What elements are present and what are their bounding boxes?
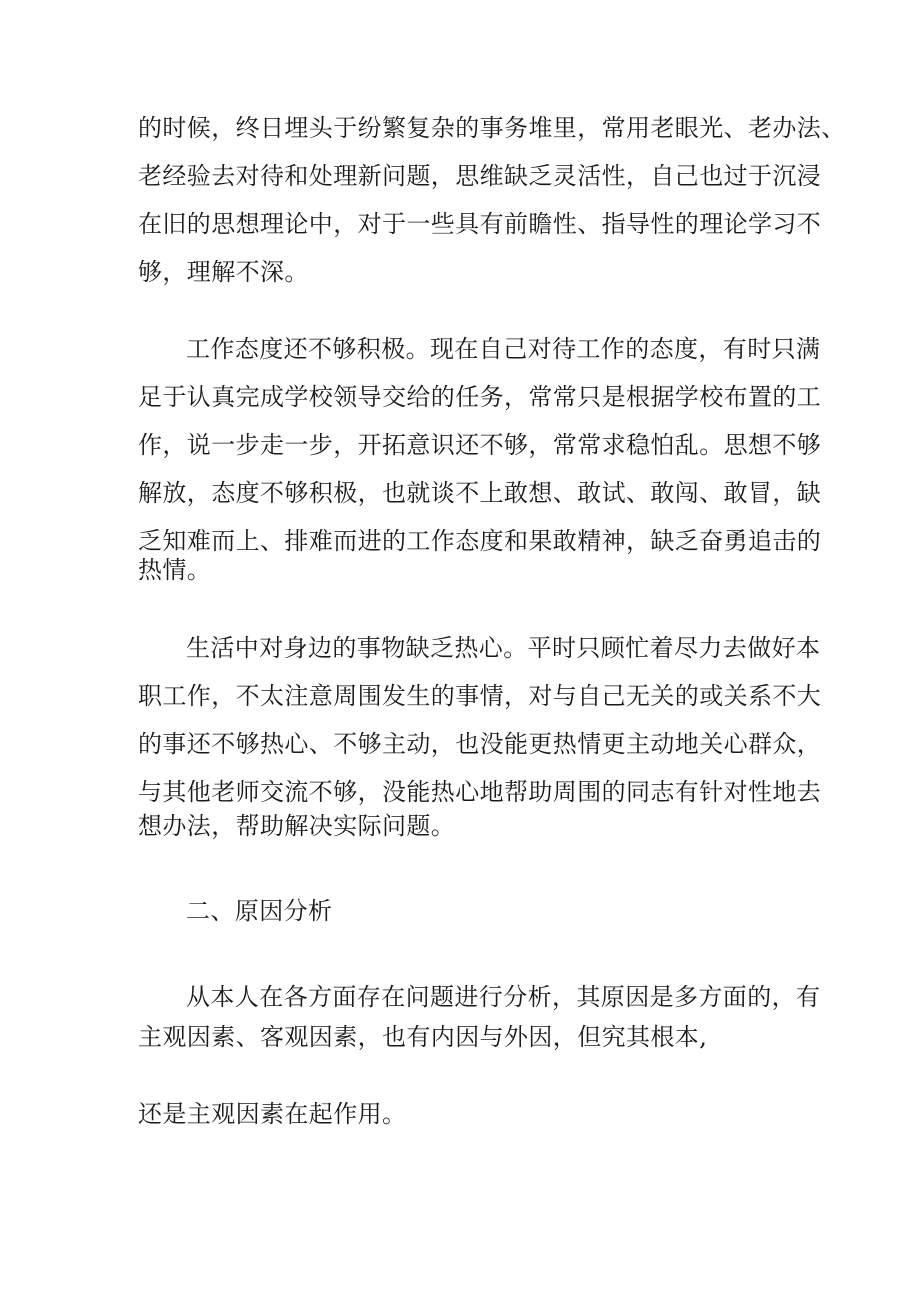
paragraph-line: 热情。 [138,556,212,584]
paragraph-line: 解放，态度不够积极，也就谈不上敢想、敢试、敢闯、敢冒，缺 [138,479,822,507]
paragraph-line: 够，理解不深。 [138,258,309,286]
paragraph-line: 主观因素、客观因素，也有内因与外因，但究其根本, [138,1023,708,1051]
paragraph-line: 生活中对身边的事物缺乏热心。平时只顾忙着尽力去做好本 [186,634,821,662]
paragraph-line: 乏知难而上、排难而进的工作态度和果敢精神，缺乏奋勇追击的 [138,527,822,555]
paragraph-line: 作，说一步走一步，开拓意识还不够，常常求稳怕乱。思想不够 [138,431,822,459]
paragraph-line: 从本人在各方面存在问题进行分析，其原因是多方面的，有 [186,983,821,1011]
paragraph-line: 工作态度还不够积极。现在自己对待工作的态度，有时只满 [186,335,821,363]
paragraph-line: 的时候，终日埋头于纷繁复杂的事务堆里，常用老眼光、老办法、 [138,114,846,142]
paragraph-line: 足于认真完成学校领导交给的任务，常常只是根据学校布置的工 [138,383,822,411]
paragraph-line: 与其他老师交流不够，没能热心地帮助周围的同志有针对性地去 [138,778,822,806]
paragraph-line: 想办法，帮助解决实际问题。 [138,812,456,840]
section-heading: 二、原因分析 [186,897,333,925]
paragraph-line: 老经验去对待和处理新问题，思维缺乏灵活性，自己也过于沉浸 [138,162,822,190]
paragraph-line: 还是主观因素在起作用。 [138,1100,407,1128]
paragraph-line: 的事还不够热心、不够主动，也没能更热情更主动地关心群众， [138,730,822,758]
paragraph-line: 在旧的思想理论中，对于一些具有前瞻性、指导性的理论学习不 [138,210,822,238]
paragraph-line: 职工作，不太注意周围发生的事情，对与自己无关的或关系不大 [138,682,822,710]
